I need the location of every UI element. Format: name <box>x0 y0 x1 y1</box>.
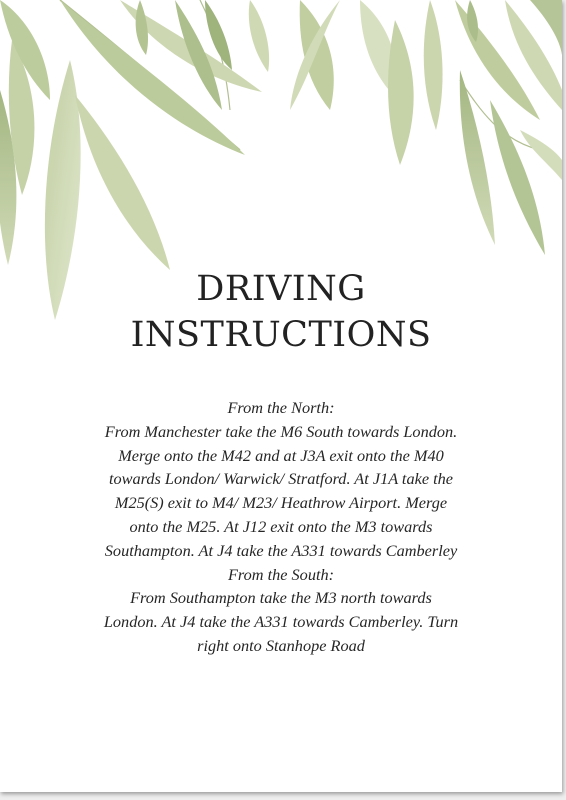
north-line: onto the M25. At J12 exit onto the M3 towards <box>129 516 433 536</box>
south-heading: From the South: <box>227 564 335 584</box>
north-heading: From the North: <box>227 398 335 417</box>
south-line: right onto Stanhope Road <box>197 635 365 655</box>
title-line-1: DRIVING <box>196 269 366 309</box>
directions-text <box>70 396 492 658</box>
title-line-2: INSTRUCTIONS <box>130 315 432 355</box>
north-line: M25(S) exit to M4/ M23/ Heathrow Airport. Merge <box>114 493 448 513</box>
north-line: From Manchester take the M6 South towards London. <box>104 421 458 441</box>
south-line: From Southampton take the M3 north towards <box>130 588 432 608</box>
north-line: towards London/ Warwick/ Stratford. At J1A take the <box>108 469 454 489</box>
south-line: London. At J4 take the A331 towards Camberley. Turn <box>103 612 459 632</box>
page-title <box>0 266 562 358</box>
north-line: Southampton. At J4 take the A331 towards Camberley <box>104 540 458 560</box>
north-line: Merge onto the M42 and at J3A exit onto the M40 <box>118 445 444 465</box>
